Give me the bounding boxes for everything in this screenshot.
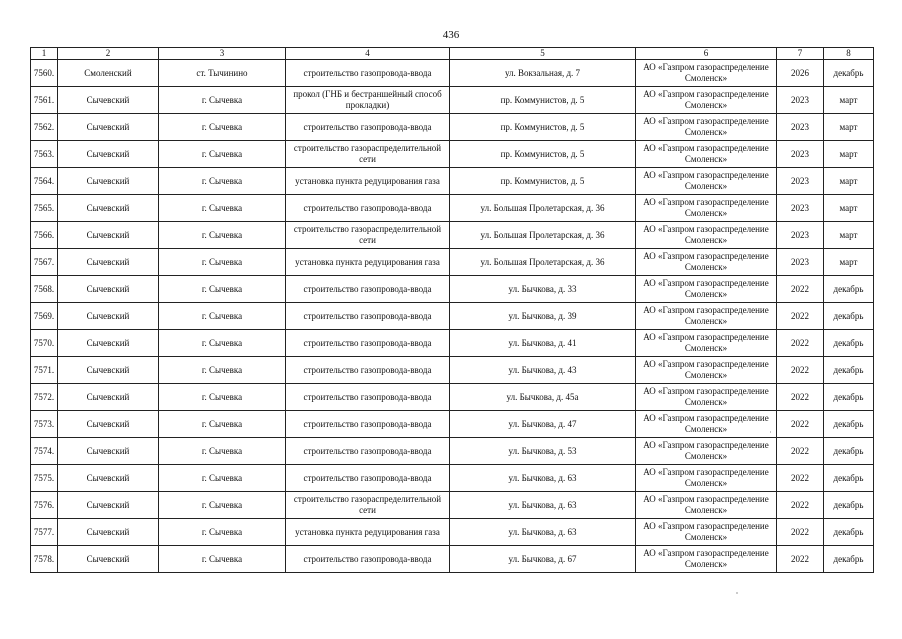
row-number-cell: 7572. — [31, 384, 58, 411]
month-cell: декабрь — [824, 384, 874, 411]
year-cell: 2022 — [777, 438, 824, 465]
work-type-cell: строительство газопровода-ввода — [286, 357, 450, 384]
table-body — [31, 60, 874, 573]
year-cell: 2022 — [777, 519, 824, 546]
district-cell: Сычевский — [58, 87, 159, 114]
district-cell: Сычевский — [58, 438, 159, 465]
organization-cell: АО «Газпром газораспределение Смоленск» — [636, 249, 777, 276]
address-cell: ул. Бычкова, д. 63 — [450, 465, 636, 492]
table-row — [31, 546, 874, 573]
work-type-cell: строительство газопровода-ввода — [286, 330, 450, 357]
work-type-cell: установка пункта редуцирования газа — [286, 249, 450, 276]
table-row — [31, 357, 874, 384]
locality-cell: г. Сычевка — [159, 195, 286, 222]
row-number-cell: 7569. — [31, 303, 58, 330]
address-cell: ул. Большая Пролетарская, д. 36 — [450, 222, 636, 249]
year-cell: 2023 — [777, 168, 824, 195]
table-row — [31, 276, 874, 303]
organization-cell: АО «Газпром газораспределение Смоленск» — [636, 141, 777, 168]
locality-cell: г. Сычевка — [159, 465, 286, 492]
month-cell: декабрь — [824, 411, 874, 438]
locality-cell: г. Сычевка — [159, 276, 286, 303]
month-cell: декабрь — [824, 519, 874, 546]
month-cell: декабрь — [824, 465, 874, 492]
work-type-cell: строительство газопровода-ввода — [286, 411, 450, 438]
work-type-cell: строительство газораспределительной сети — [286, 222, 450, 249]
district-cell: Сычевский — [58, 114, 159, 141]
district-cell: Сычевский — [58, 519, 159, 546]
table-row — [31, 114, 874, 141]
district-cell: Сычевский — [58, 492, 159, 519]
address-cell: ул. Бычкова, д. 67 — [450, 546, 636, 573]
work-type-cell: прокол (ГНБ и бестраншейный способ прокладки) — [286, 87, 450, 114]
column-header: 1 — [31, 48, 58, 60]
table-row — [31, 168, 874, 195]
address-cell: ул. Бычкова, д. 33 — [450, 276, 636, 303]
locality-cell: г. Сычевка — [159, 249, 286, 276]
locality-cell: г. Сычевка — [159, 546, 286, 573]
column-header: 8 — [824, 48, 874, 60]
work-type-cell: строительство газораспределительной сети — [286, 141, 450, 168]
district-cell: Сычевский — [58, 249, 159, 276]
column-header: 2 — [58, 48, 159, 60]
district-cell: Сычевский — [58, 357, 159, 384]
month-cell: март — [824, 87, 874, 114]
locality-cell: г. Сычевка — [159, 384, 286, 411]
year-cell: 2023 — [777, 141, 824, 168]
locality-cell: г. Сычевка — [159, 411, 286, 438]
organization-cell: АО «Газпром газораспределение Смоленск» — [636, 303, 777, 330]
table-row — [31, 303, 874, 330]
row-number-cell: 7565. — [31, 195, 58, 222]
locality-cell: г. Сычевка — [159, 519, 286, 546]
district-cell: Сычевский — [58, 168, 159, 195]
year-cell: 2023 — [777, 87, 824, 114]
organization-cell: АО «Газпром газораспределение Смоленск» — [636, 222, 777, 249]
scan-speck — [770, 431, 771, 433]
row-number-cell: 7562. — [31, 114, 58, 141]
work-type-cell: строительство газопровода-ввода — [286, 384, 450, 411]
year-cell: 2026 — [777, 60, 824, 87]
table-row — [31, 195, 874, 222]
organization-cell: АО «Газпром газораспределение Смоленск» — [636, 519, 777, 546]
page-number: 436 — [442, 29, 460, 41]
district-cell: Сычевский — [58, 195, 159, 222]
organization-cell: АО «Газпром газораспределение Смоленск» — [636, 330, 777, 357]
table-row — [31, 60, 874, 87]
row-number-cell: 7576. — [31, 492, 58, 519]
address-cell: ул. Бычкова, д. 53 — [450, 438, 636, 465]
organization-cell: АО «Газпром газораспределение Смоленск» — [636, 465, 777, 492]
month-cell: март — [824, 222, 874, 249]
row-number-cell: 7575. — [31, 465, 58, 492]
table-row — [31, 492, 874, 519]
work-type-cell: строительство газопровода-ввода — [286, 303, 450, 330]
month-cell: декабрь — [824, 357, 874, 384]
year-cell: 2023 — [777, 249, 824, 276]
month-cell: март — [824, 168, 874, 195]
table-row — [31, 249, 874, 276]
address-cell: ул. Большая Пролетарская, д. 36 — [450, 195, 636, 222]
district-cell: Сычевский — [58, 384, 159, 411]
row-number-cell: 7571. — [31, 357, 58, 384]
month-cell: декабрь — [824, 438, 874, 465]
column-header: 7 — [777, 48, 824, 60]
work-type-cell: строительство газопровода-ввода — [286, 114, 450, 141]
month-cell: декабрь — [824, 60, 874, 87]
organization-cell: АО «Газпром газораспределение Смоленск» — [636, 168, 777, 195]
address-cell: ул. Бычкова, д. 41 — [450, 330, 636, 357]
table-row — [31, 87, 874, 114]
address-cell: пр. Коммунистов, д. 5 — [450, 87, 636, 114]
district-cell: Смоленский — [58, 60, 159, 87]
work-type-cell: установка пункта редуцирования газа — [286, 168, 450, 195]
month-cell: декабрь — [824, 276, 874, 303]
work-type-cell: строительство газопровода-ввода — [286, 465, 450, 492]
organization-cell: АО «Газпром газораспределение Смоленск» — [636, 357, 777, 384]
organization-cell: АО «Газпром газораспределение Смоленск» — [636, 60, 777, 87]
column-header: 4 — [286, 48, 450, 60]
row-number-cell: 7578. — [31, 546, 58, 573]
schedule-table — [30, 47, 874, 573]
work-type-cell: строительство газопровода-ввода — [286, 195, 450, 222]
row-number-cell: 7564. — [31, 168, 58, 195]
locality-cell: г. Сычевка — [159, 222, 286, 249]
year-cell: 2022 — [777, 303, 824, 330]
address-cell: ул. Бычкова, д. 63 — [450, 519, 636, 546]
address-cell: ул. Бычкова, д. 39 — [450, 303, 636, 330]
address-cell: ул. Бычкова, д. 43 — [450, 357, 636, 384]
district-cell: Сычевский — [58, 222, 159, 249]
locality-cell: ст. Тычинино — [159, 60, 286, 87]
row-number-cell: 7577. — [31, 519, 58, 546]
year-cell: 2023 — [777, 114, 824, 141]
row-number-cell: 7560. — [31, 60, 58, 87]
organization-cell: АО «Газпром газораспределение Смоленск» — [636, 87, 777, 114]
locality-cell: г. Сычевка — [159, 438, 286, 465]
district-cell: Сычевский — [58, 330, 159, 357]
row-number-cell: 7561. — [31, 87, 58, 114]
locality-cell: г. Сычевка — [159, 114, 286, 141]
row-number-cell: 7568. — [31, 276, 58, 303]
locality-cell: г. Сычевка — [159, 357, 286, 384]
column-header: 6 — [636, 48, 777, 60]
year-cell: 2022 — [777, 357, 824, 384]
table-row — [31, 465, 874, 492]
address-cell: пр. Коммунистов, д. 5 — [450, 114, 636, 141]
district-cell: Сычевский — [58, 546, 159, 573]
month-cell: март — [824, 114, 874, 141]
year-cell: 2022 — [777, 546, 824, 573]
table-row — [31, 519, 874, 546]
address-cell: ул. Вокзальная, д. 7 — [450, 60, 636, 87]
organization-cell: АО «Газпром газораспределение Смоленск» — [636, 492, 777, 519]
column-header: 5 — [450, 48, 636, 60]
locality-cell: г. Сычевка — [159, 141, 286, 168]
month-cell: декабрь — [824, 303, 874, 330]
month-cell: декабрь — [824, 330, 874, 357]
header-row — [31, 48, 874, 60]
table-row — [31, 141, 874, 168]
table-row — [31, 222, 874, 249]
address-cell: ул. Бычкова, д. 63 — [450, 492, 636, 519]
work-type-cell: строительство газораспределительной сети — [286, 492, 450, 519]
row-number-cell: 7570. — [31, 330, 58, 357]
year-cell: 2022 — [777, 384, 824, 411]
address-cell: ул. Большая Пролетарская, д. 36 — [450, 249, 636, 276]
address-cell: пр. Коммунистов, д. 5 — [450, 168, 636, 195]
table-row — [31, 330, 874, 357]
column-header: 3 — [159, 48, 286, 60]
month-cell: декабрь — [824, 492, 874, 519]
month-cell: март — [824, 249, 874, 276]
organization-cell: АО «Газпром газораспределение Смоленск» — [636, 438, 777, 465]
year-cell: 2023 — [777, 195, 824, 222]
district-cell: Сычевский — [58, 465, 159, 492]
table-row — [31, 384, 874, 411]
work-type-cell: установка пункта редуцирования газа — [286, 519, 450, 546]
organization-cell: АО «Газпром газораспределение Смоленск» — [636, 276, 777, 303]
scan-speck — [736, 592, 738, 594]
row-number-cell: 7566. — [31, 222, 58, 249]
organization-cell: АО «Газпром газораспределение Смоленск» — [636, 114, 777, 141]
row-number-cell: 7567. — [31, 249, 58, 276]
organization-cell: АО «Газпром газораспределение Смоленск» — [636, 546, 777, 573]
year-cell: 2022 — [777, 411, 824, 438]
district-cell: Сычевский — [58, 276, 159, 303]
row-number-cell: 7574. — [31, 438, 58, 465]
year-cell: 2023 — [777, 222, 824, 249]
locality-cell: г. Сычевка — [159, 330, 286, 357]
work-type-cell: строительство газопровода-ввода — [286, 276, 450, 303]
locality-cell: г. Сычевка — [159, 87, 286, 114]
work-type-cell: строительство газопровода-ввода — [286, 60, 450, 87]
district-cell: Сычевский — [58, 411, 159, 438]
year-cell: 2022 — [777, 492, 824, 519]
locality-cell: г. Сычевка — [159, 492, 286, 519]
year-cell: 2022 — [777, 330, 824, 357]
organization-cell: АО «Газпром газораспределение Смоленск» — [636, 411, 777, 438]
month-cell: март — [824, 141, 874, 168]
year-cell: 2022 — [777, 465, 824, 492]
locality-cell: г. Сычевка — [159, 168, 286, 195]
table-row — [31, 411, 874, 438]
row-number-cell: 7573. — [31, 411, 58, 438]
month-cell: декабрь — [824, 546, 874, 573]
district-cell: Сычевский — [58, 303, 159, 330]
address-cell: ул. Бычкова, д. 45а — [450, 384, 636, 411]
organization-cell: АО «Газпром газораспределение Смоленск» — [636, 195, 777, 222]
district-cell: Сычевский — [58, 141, 159, 168]
month-cell: март — [824, 195, 874, 222]
work-type-cell: строительство газопровода-ввода — [286, 546, 450, 573]
table-row — [31, 438, 874, 465]
work-type-cell: строительство газопровода-ввода — [286, 438, 450, 465]
locality-cell: г. Сычевка — [159, 303, 286, 330]
year-cell: 2022 — [777, 276, 824, 303]
address-cell: пр. Коммунистов, д. 5 — [450, 141, 636, 168]
organization-cell: АО «Газпром газораспределение Смоленск» — [636, 384, 777, 411]
row-number-cell: 7563. — [31, 141, 58, 168]
address-cell: ул. Бычкова, д. 47 — [450, 411, 636, 438]
